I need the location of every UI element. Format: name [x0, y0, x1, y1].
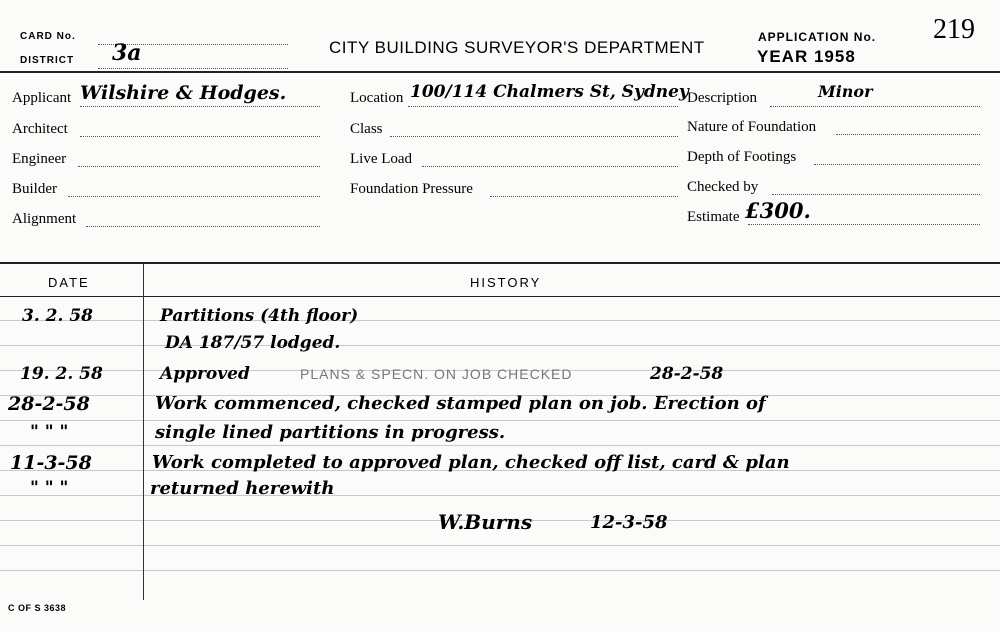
plans-checked-stamp: PLANS & SPECN. ON JOB CHECKED — [300, 366, 573, 382]
applicant-label: Applicant — [12, 90, 72, 106]
description-value: Minor — [818, 82, 873, 101]
foundation-pressure-label: Foundation Pressure — [350, 181, 473, 197]
architect-label: Architect — [12, 121, 68, 137]
history-date: 3. 2. 58 — [22, 306, 93, 326]
application-no: 219 — [933, 14, 975, 45]
history-text: DA 187/57 lodged. — [165, 333, 341, 353]
year-label: YEAR 1958 — [757, 47, 856, 66]
district-line — [98, 68, 288, 69]
history-date: " " " — [30, 422, 69, 442]
district-label: DISTRICT — [20, 55, 75, 66]
location-label: Location — [350, 90, 404, 106]
history-text: single lined partitions in progress. — [155, 422, 506, 443]
signature: W.Burns — [438, 510, 533, 534]
estimate-label: Estimate — [687, 209, 740, 225]
history-date: " " " — [30, 478, 69, 498]
alignment-label: Alignment — [12, 211, 77, 227]
history-date: 19. 2. 58 — [20, 364, 103, 384]
history-date: 28-2-58 — [8, 393, 90, 415]
district-value: 3a — [112, 40, 142, 66]
header-divider — [0, 71, 1000, 73]
live-load-label: Live Load — [350, 151, 413, 167]
date-column-divider — [143, 264, 144, 600]
engineer-label: Engineer — [12, 151, 67, 167]
location-value: 100/114 Chalmers St, Sydney — [410, 82, 689, 102]
estimate-value: £300. — [745, 198, 811, 223]
history-text: Approved — [160, 364, 250, 384]
history-text: Partitions (4th floor) — [160, 306, 359, 326]
department-title: CITY BUILDING SURVEYOR'S DEPARTMENT — [329, 38, 705, 57]
signature-date: 12-3-58 — [590, 512, 668, 533]
date-column-header: DATE — [48, 275, 90, 290]
stamp-date: 28-2-58 — [650, 364, 724, 384]
applicant-value: Wilshire & Hodges. — [80, 82, 287, 104]
history-text: Work commenced, checked stamped plan on job. Erection of — [155, 393, 766, 414]
class-label: Class — [350, 121, 383, 137]
description-label: Description — [687, 90, 757, 106]
history-text: returned herewith — [150, 478, 335, 499]
card-no-label: CARD No. — [20, 31, 76, 42]
builder-label: Builder — [12, 181, 57, 197]
history-date: 11-3-58 — [10, 452, 92, 474]
application-no-label: APPLICATION No. — [758, 30, 877, 44]
checked-by-label: Checked by — [687, 179, 759, 195]
history-top-divider — [0, 262, 1000, 264]
history-text: Work completed to approved plan, checked off list, card & plan — [152, 452, 790, 473]
form-code: C OF S 3638 — [8, 603, 67, 613]
history-header-divider — [0, 296, 1000, 297]
depth-of-footings-label: Depth of Footings — [687, 149, 797, 165]
history-column-header: HISTORY — [470, 275, 542, 290]
nature-of-foundation-label: Nature of Foundation — [687, 119, 817, 135]
